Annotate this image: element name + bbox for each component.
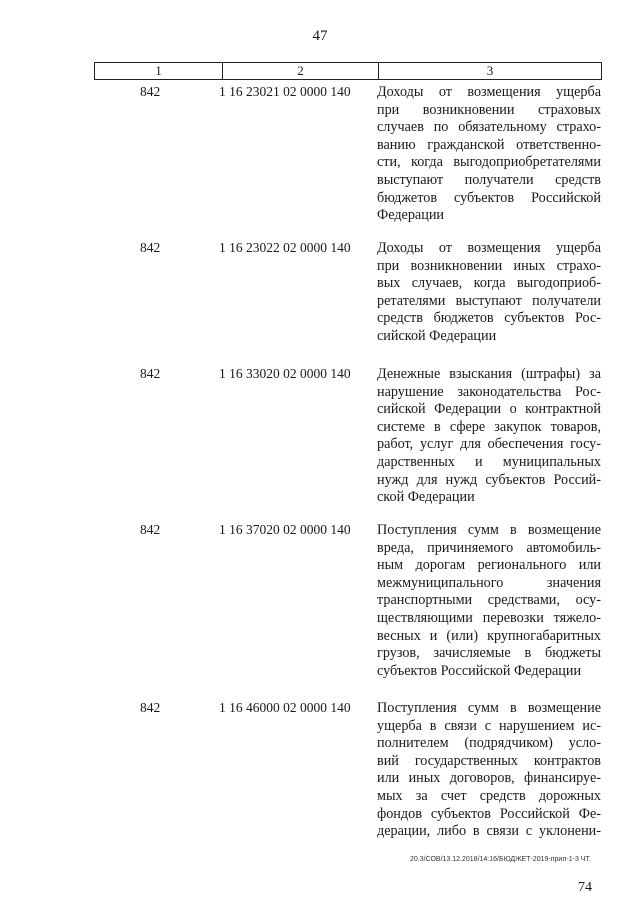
header-col-2: 2 [223, 63, 379, 79]
description-line: Федерации [377, 207, 445, 224]
description-line: вых случаев, когда выгодоприоб- [377, 275, 601, 292]
row-description [377, 84, 601, 225]
description-line: Поступления сумм в возмещение [377, 700, 601, 716]
description-line: выступают получатели средств [377, 171, 601, 188]
description-line: нарушение законодательства Рос- [377, 383, 601, 400]
row-description [377, 366, 601, 507]
header-col-3: 3 [486, 63, 494, 78]
row-admin-code: 842 [140, 84, 161, 99]
row-budget-code: 1 16 23021 02 0000 140 [219, 84, 351, 99]
table-header [94, 62, 602, 80]
description-line: при возникновении иных страхо- [377, 257, 601, 274]
description-line: Денежные взыскания (штрафы) за [377, 366, 601, 382]
description-line: сийской Федерации о контрактной [377, 401, 601, 418]
description-line: дарственных и муниципальных [377, 453, 601, 470]
description-line: сти, когда выгодоприобретателями [377, 154, 601, 171]
description-line: ванию гражданской ответственно- [377, 136, 601, 153]
description-line: межмуниципального значения [377, 574, 601, 591]
row-description [377, 522, 601, 680]
description-line: ущерба в связи с нарушением ис- [377, 717, 601, 734]
description-line: бюджетов субъектов Российской [377, 189, 601, 206]
row-admin-code: 842 [140, 522, 161, 537]
row-admin-code: 842 [140, 366, 161, 381]
description-line: весных и (или) крупногабаритных [377, 627, 601, 644]
row-budget-code: 1 16 33020 02 0000 140 [219, 366, 351, 381]
header-col-1: 1 [95, 63, 223, 79]
description-line: при возникновении страховых [377, 101, 601, 118]
description-line: вреда, причиняемого автомобиль- [377, 539, 601, 556]
description-line: системе в сфере закупок товаров, [377, 418, 601, 435]
row-budget-code: 1 16 46000 02 0000 140 [219, 700, 351, 715]
description-line: субъектов Российской Федерации [377, 662, 582, 679]
description-line: ществляющими перевозки тяжело- [377, 609, 601, 626]
footer-stamp: 20.3/СОВ/13.12.2018/14:16/БЮДЖЕТ-2019-прил-1-3 ЧТ. [410, 856, 591, 863]
description-line: работ, услуг для обеспечения госу- [377, 436, 601, 453]
description-line: случаев по обязательному страхо- [377, 119, 601, 136]
page-number-top: 47 [312, 28, 328, 44]
description-line: дерации, либо в связи с уклонени- [377, 823, 601, 840]
description-line: Доходы от возмещения ущерба [377, 240, 601, 256]
description-line: Поступления сумм в возмещение [377, 522, 601, 538]
row-description [377, 240, 601, 346]
description-line: транспортными средствами, осу- [377, 592, 601, 609]
row-admin-code: 842 [140, 700, 161, 715]
description-line: ской Федерации [377, 489, 475, 506]
description-line: сийской Федерации [377, 327, 497, 344]
description-line: нужд для нужд субъектов Россий- [377, 471, 601, 488]
description-line: или иных договоров, финансируе- [377, 770, 601, 787]
row-budget-code: 1 16 37020 02 0000 140 [219, 522, 351, 537]
description-line: фондов субъектов Российской Фе- [377, 805, 601, 822]
description-line: мых за счет средств дорожных [377, 787, 601, 804]
description-line: Доходы от возмещения ущерба [377, 84, 601, 100]
description-line: ным дорогам регионального или [377, 557, 601, 574]
row-description [377, 700, 601, 841]
description-line: полнителем (подрядчиком) усло- [377, 735, 601, 752]
row-admin-code: 842 [140, 240, 161, 255]
description-line: вий государственных контрактов [377, 752, 601, 769]
description-line: средств бюджетов субъектов Рос- [377, 310, 601, 327]
page-number-bottom: 74 [578, 880, 592, 895]
row-budget-code: 1 16 23022 02 0000 140 [219, 240, 351, 255]
description-line: грузов, зачисляемые в бюджеты [377, 645, 601, 662]
description-line: ретателями выступают получатели [377, 292, 601, 309]
